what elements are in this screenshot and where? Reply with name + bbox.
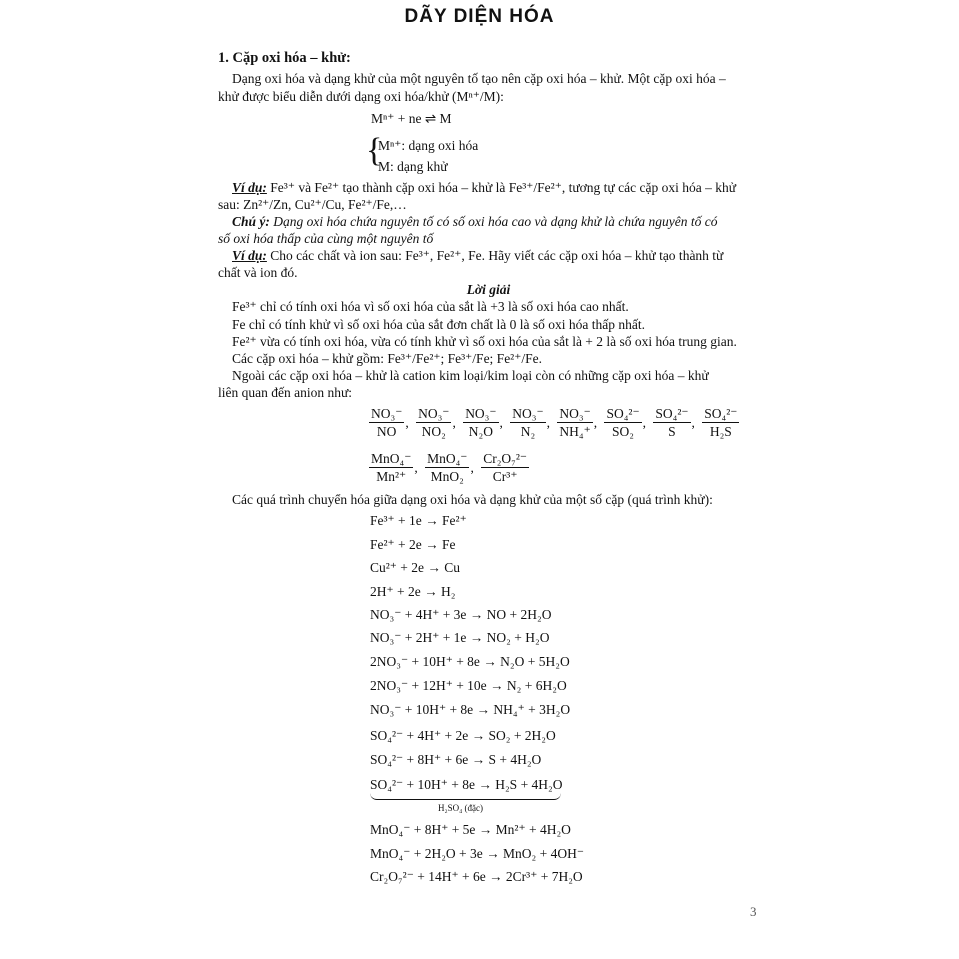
pair-reduced: Cr³⁺ bbox=[492, 469, 518, 484]
example-2-text: Cho các chất và ion sau: Fe³⁺, Fe²⁺, Fe. Hãy viết các cặp oxi hóa – khử tạo thành từ bbox=[266, 248, 724, 263]
example-1-text: Fe³⁺ và Fe²⁺ tạo thành cặp oxi hóa – khử là Fe³⁺/Fe²⁺, tương tự các cặp oxi hóa – khử bbox=[266, 180, 737, 195]
intro-line-2: khử được biểu diễn dưới dạng oxi hóa/khử (Mⁿ⁺/M): bbox=[218, 89, 504, 104]
pair-oxidized: MnO₄⁻ bbox=[427, 451, 468, 466]
solution-line-2: Fe chỉ có tính khử vì số oxi hóa của sắt đơn chất là 0 là số oxi hóa thấp nhất. bbox=[232, 317, 645, 332]
brace-symbol: { bbox=[366, 132, 383, 169]
equation-line: NO₃⁻ + 4H⁺ + 3e → NO + 2H₂O bbox=[370, 607, 552, 622]
equation-line: SO₄²⁻ + 4H⁺ + 2e → SO₂ + 2H₂O bbox=[370, 728, 556, 743]
note-line-1 bbox=[232, 214, 718, 230]
redox-pair-fraction bbox=[481, 450, 529, 485]
equation-line: Fe³⁺ + 1e → Fe²⁺ bbox=[370, 513, 467, 528]
redox-pair-fraction bbox=[369, 450, 413, 485]
pair-reduced: N₂O bbox=[468, 424, 493, 439]
underbrace-label: H₂SO₄ (đặc) bbox=[438, 803, 484, 813]
section-heading: 1. Cặp oxi hóa – khử: bbox=[218, 50, 351, 66]
note-line-2: số oxi hóa thấp của cùng một nguyên tố bbox=[218, 231, 434, 246]
brace-item-oxidized: Mⁿ⁺: dạng oxi hóa bbox=[378, 138, 479, 153]
brace-item-reduced: M: dạng khử bbox=[378, 159, 448, 174]
example-2-line-1 bbox=[232, 248, 723, 264]
equation-line: Cu²⁺ + 2e → Cu bbox=[370, 560, 461, 575]
redox-pair-fraction bbox=[369, 405, 404, 440]
solution-heading: Lời giải bbox=[466, 282, 511, 297]
equation-line: NO₃⁻ + 2H⁺ + 1e → NO₂ + H₂O bbox=[370, 630, 550, 645]
note-label: Chú ý: bbox=[232, 214, 270, 229]
example-1-line-1 bbox=[232, 180, 736, 196]
example-1-line-2: sau: Zn²⁺/Zn, Cu²⁺/Cu, Fe²⁺/Fe,… bbox=[218, 197, 407, 212]
pair-reduced: N₂ bbox=[520, 424, 536, 439]
pair-reduced: NH₄⁺ bbox=[559, 424, 591, 439]
pair-oxidized: Cr₂O₇²⁻ bbox=[483, 451, 528, 466]
example-label-2: Ví dụ: bbox=[232, 248, 267, 263]
equation-line: 2H⁺ + 2e → H₂ bbox=[370, 584, 456, 599]
solution-line-4: Các cặp oxi hóa – khử gồm: Fe³⁺/Fe²⁺; Fe³⁺/Fe; Fe²⁺/Fe. bbox=[232, 351, 542, 366]
pair-oxidized: NO₃⁻ bbox=[559, 406, 591, 421]
equation-line: Fe²⁺ + 2e → Fe bbox=[370, 537, 456, 552]
pair-oxidized: SO₄²⁻ bbox=[606, 406, 640, 421]
redox-pair-fraction bbox=[653, 405, 690, 440]
pair-reduced: NO bbox=[376, 424, 397, 439]
redox-pairs-row-2: $\frac{\text{MnO₄⁻}}{\text{Mn²⁺}}$ , $\frac{\text{MnO₄⁻}}{\text{MnO₂}}$ , $\frac{\text{Cr₂O₇²⁻}}{\text{Cr³⁺}}$ bbox=[371, 451, 528, 484]
pair-reduced: Mn²⁺ bbox=[376, 469, 407, 484]
pair-oxidized: NO₃⁻ bbox=[418, 406, 450, 421]
pair-oxidized: MnO₄⁻ bbox=[371, 451, 412, 466]
note-text: Dạng oxi hóa chứa nguyên tố có số oxi hóa cao và dạng khử là chứa nguyên tố có bbox=[269, 214, 718, 229]
page-number: 3 bbox=[750, 904, 757, 919]
redox-pair-fraction bbox=[604, 405, 641, 440]
equation-line: 2NO₃⁻ + 12H⁺ + 10e → N₂ + 6H₂O bbox=[370, 678, 567, 693]
pair-oxidized: NO₃⁻ bbox=[465, 406, 497, 421]
page-title: DÃY DIỆN HÓA bbox=[404, 6, 555, 27]
solution-line-3: Fe²⁺ vừa có tính oxi hóa, vừa có tính khử vì số oxi hóa của sắt là + 2 là số oxi hóa trung gian. bbox=[232, 334, 737, 349]
pair-reduced: SO₂ bbox=[612, 424, 635, 439]
equation-line: SO₄²⁻ + 10H⁺ + 8e → H₂S + 4H₂O bbox=[370, 777, 563, 792]
intro-line-1: Dạng oxi hóa và dạng khử của một nguyên tố tạo nên cặp oxi hóa – khử. Một cặp oxi hóa – bbox=[232, 71, 726, 86]
redox-pair-fraction bbox=[557, 405, 592, 440]
solution-line-1: Fe³⁺ chỉ có tính oxi hóa vì số oxi hóa của sắt là +3 là số oxi hóa cao nhất. bbox=[232, 299, 629, 314]
pair-reduced: H₂S bbox=[709, 424, 732, 439]
redox-pair-fraction bbox=[416, 405, 451, 440]
equation-line: 2NO₃⁻ + 10H⁺ + 8e → N₂O + 5H₂O bbox=[370, 654, 570, 669]
equation-line: MnO₄⁻ + 2H₂O + 3e → MnO₂ + 4OH⁻ bbox=[370, 846, 584, 861]
general-equation: Mⁿ⁺ + ne ⇌ M bbox=[371, 111, 452, 126]
pair-oxidized: NO₃⁻ bbox=[371, 406, 403, 421]
pair-oxidized: NO₃⁻ bbox=[512, 406, 544, 421]
equation-line: Cr₂O₇²⁻ + 14H⁺ + 6e → 2Cr³⁺ + 7H₂O bbox=[370, 869, 583, 884]
redox-pairs-row-1: $\frac{\text{NO₃⁻}}{NO}$ , $\frac{\text{NO₃⁻}}{\text{NO₂}}$ , $\frac{\text{NO₃⁻}}{\text{N₂O}}$ , $\frac{\text{NO₃⁻}}{\text{N₂}}$ , $\frac{\text{NO₃⁻}}{\text{NH₄⁺}}$ , $\frac{\text{SO₄²⁻}}{\text{SO₂}}$ , $\frac{\text{SO₄²⁻}}{S}$ , $\frac{\text{SO₄²⁻}}{\text{H₂S}}$ bbox=[371, 406, 738, 439]
redox-pair-fraction bbox=[463, 405, 498, 440]
pair-reduced: NO₂ bbox=[421, 424, 446, 439]
solution-line-6: liên quan đến anion như: bbox=[218, 385, 353, 400]
pair-oxidized: SO₄²⁻ bbox=[655, 406, 689, 421]
redox-pair-fraction bbox=[425, 450, 469, 485]
redox-pair-fraction bbox=[702, 405, 739, 440]
example-2-line-2: chất và ion đó. bbox=[218, 265, 298, 280]
equation-line: SO₄²⁻ + 8H⁺ + 6e → S + 4H₂O bbox=[370, 752, 542, 767]
pair-reduced: MnO₂ bbox=[430, 469, 464, 484]
equation-line: MnO₄⁻ + 8H⁺ + 5e → Mn²⁺ + 4H₂O bbox=[370, 822, 571, 837]
redox-pair-fraction bbox=[510, 405, 545, 440]
process-intro: Các quá trình chuyển hóa giữa dạng oxi hóa và dạng khử của một số cặp (quá trình khử): bbox=[232, 492, 713, 507]
pair-oxidized: SO₄²⁻ bbox=[704, 406, 738, 421]
underbrace bbox=[370, 793, 561, 800]
pair-reduced: S bbox=[668, 424, 676, 439]
example-label: Ví dụ: bbox=[232, 180, 267, 195]
solution-line-5: Ngoài các cặp oxi hóa – khử là cation kim loại/kim loại còn có những cặp oxi hóa – khử bbox=[232, 368, 709, 383]
equation-line: NO₃⁻ + 10H⁺ + 8e → NH₄⁺ + 3H₂O bbox=[370, 702, 571, 717]
